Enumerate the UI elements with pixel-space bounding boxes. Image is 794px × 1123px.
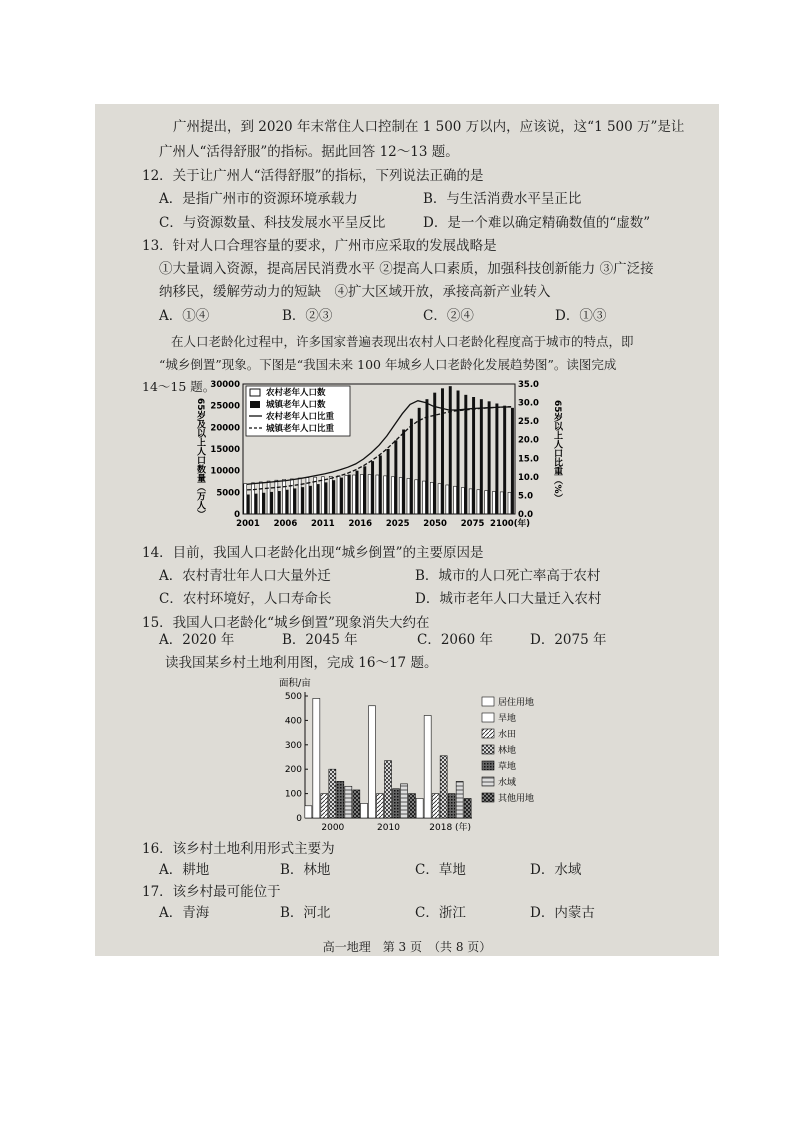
land-use-bar	[337, 781, 344, 818]
q15-option-b: B．2045 年	[282, 632, 358, 648]
chart1-xtick-label: 2075	[460, 519, 485, 529]
q14-option-a: A．农村青壮年人口大量外迁	[159, 568, 331, 584]
rural-count-bar	[430, 482, 433, 514]
q16-stem: 16．该乡村土地利用形式主要为	[142, 841, 335, 857]
rural-count-bar	[391, 477, 394, 514]
q17-option-d: D．内蒙古	[530, 905, 595, 921]
chart2-xtick-label: 2000	[321, 823, 345, 833]
chart1-ytick-right-label: 15.0	[518, 454, 539, 465]
land-use-chart	[277, 676, 577, 844]
q12-option-a: A．是指广州市的资源环境承载力	[159, 191, 358, 207]
urban-count-bar	[293, 488, 296, 514]
land-use-bar	[432, 794, 439, 818]
urban-count-bar	[301, 487, 304, 514]
chart1-xtick-label: 2006	[273, 519, 298, 529]
q15-option-a: A．2020 年	[159, 632, 235, 648]
q13-option-b: B．②③	[282, 308, 333, 324]
land-use-bar	[313, 698, 320, 818]
q13-line-2: ①大量调入资源，提高居民消费水平 ②提高人口素质，加强科技创新能力 ③广泛接	[159, 261, 654, 277]
urban-count-bar	[371, 461, 374, 514]
rural-count-bar	[267, 481, 270, 514]
legend-rural-count-swatch	[250, 389, 260, 396]
q13-option-a: A．①④	[159, 308, 210, 324]
intro2-line-2: “城乡倒置”现象。下图是“我国未来 100 年城乡人口老龄化发展趋势图”。读图完成	[159, 357, 617, 372]
chart1-xtick-label: 2016	[348, 519, 373, 529]
urban-count-bar	[503, 406, 506, 514]
rural-count-bar	[298, 478, 301, 514]
urban-count-bar	[480, 399, 483, 514]
urban-count-bar	[402, 430, 405, 515]
urban-count-bar	[356, 471, 359, 514]
rural-count-bar	[407, 478, 410, 514]
q16-option-b: B．林地	[280, 862, 331, 878]
chart1-ylabel-right: 65岁以上人口比重（%）	[552, 400, 562, 503]
rural-count-bar	[329, 476, 332, 514]
aging-trend-chart	[195, 378, 575, 538]
land-use-bar	[393, 789, 400, 818]
land-use-bar	[377, 794, 384, 818]
legend-swatch	[482, 745, 494, 754]
land-use-bar	[424, 716, 431, 818]
urban-count-bar	[464, 395, 467, 514]
chart1-ytick-right-label: 10.0	[518, 472, 539, 483]
land-use-bar	[321, 794, 328, 818]
chart1-ytick-right-label: 20.0	[518, 435, 539, 446]
q13-option-d: D．①③	[555, 308, 607, 324]
urban-count-bar	[410, 419, 413, 514]
chart1-xtick-label: 2050	[423, 519, 447, 529]
rural-count-bar	[438, 484, 441, 514]
chart1-legend-label: 农村老年人口比重	[266, 412, 335, 422]
q16-option-d: D．水域	[530, 862, 582, 878]
rural-count-bar	[314, 477, 317, 514]
rural-count-bar	[399, 478, 402, 514]
rural-count-bar	[423, 481, 426, 514]
chart2-legend-label: 水域	[498, 778, 517, 788]
land-use-bar	[345, 786, 352, 818]
rural-count-bar	[376, 475, 379, 514]
rural-count-bar	[368, 475, 371, 514]
chart1-legend-label: 城镇老年人口比重	[266, 424, 335, 434]
rural-count-bar	[485, 491, 488, 514]
urban-count-bar	[363, 466, 366, 514]
legend-swatch	[482, 729, 494, 738]
rural-count-bar	[492, 491, 495, 514]
intro-line-2: 广州人“活得舒服”的指标。据此回答 12～13 题。	[159, 144, 459, 160]
land-use-bar	[361, 803, 368, 818]
rural-count-bar	[384, 476, 387, 514]
chart2-ytick-label: 300	[284, 740, 302, 751]
rural-count-bar	[275, 480, 278, 514]
urban-count-bar	[449, 386, 452, 514]
chart1-ytick-label: 10000	[210, 466, 240, 477]
chart1-ytick-right-label: 0.0	[518, 510, 534, 520]
q14-stem: 14．目前，我国人口老龄化出现“城乡倒置”的主要原因是	[142, 545, 484, 561]
chart1-ytick-label: 30000	[210, 380, 240, 390]
chart1-ytick-label: 20000	[210, 423, 240, 434]
urban-count-bar	[340, 478, 343, 514]
land-use-bar	[305, 806, 312, 818]
urban-count-bar	[324, 482, 327, 514]
land-use-bar	[440, 756, 447, 818]
urban-count-bar	[332, 480, 335, 514]
intro2-line-1: 在人口老龄化过程中，许多国家普遍表现出农村人口老龄化程度高于城市的特点，即	[171, 334, 634, 349]
urban-count-bar	[387, 449, 390, 514]
chart1-ytick-right-label: 5.0	[518, 491, 534, 502]
q17-stem: 17．该乡村最可能位于	[142, 884, 281, 900]
chart1-ytick-right-label: 30.0	[518, 398, 539, 409]
chart2-legend-label: 旱地	[498, 714, 517, 724]
q17-option-c: C．浙江	[415, 905, 466, 921]
chart1-xtick-label: 2025	[385, 519, 410, 529]
rural-count-bar	[477, 490, 480, 514]
urban-count-bar	[418, 408, 421, 514]
rural-count-bar	[244, 484, 247, 514]
chart1-legend-label: 农村老年人口数	[266, 388, 326, 398]
legend-swatch	[482, 697, 494, 706]
chart2-ytick-label: 200	[284, 765, 302, 776]
q15-option-d: D．2075 年	[530, 632, 607, 648]
urban-count-bar	[270, 492, 273, 514]
intro3-line: 读我国某乡村土地利用图，完成 16～17 题。	[165, 655, 438, 671]
rural-count-bar	[321, 477, 324, 514]
rural-count-bar	[353, 475, 356, 514]
chart2-legend-label: 草地	[498, 762, 517, 772]
urban-count-bar	[441, 388, 444, 514]
land-use-bar	[401, 784, 408, 818]
land-use-bar	[416, 798, 423, 818]
rural-count-bar	[252, 483, 255, 514]
urban-count-bar	[511, 408, 514, 514]
q12-option-c: C．与资源数量、科技发展水平呈反比	[159, 215, 386, 231]
urban-count-bar	[394, 440, 397, 514]
chart1-xtick-label: 2001	[236, 519, 260, 529]
q14-option-b: B．城市的人口死亡率高于农村	[415, 568, 601, 584]
legend-swatch	[482, 777, 494, 786]
q13-line-3: 纳移民，缓解劳动力的短缺 ④扩大区域开放，承接高新产业转入	[159, 284, 551, 300]
exam-page	[95, 104, 719, 956]
q12-option-d: D．是一个难以确定精确数值的“虚数”	[423, 215, 651, 231]
chart1-ytick-label: 5000	[216, 488, 240, 499]
land-use-bar	[448, 794, 455, 818]
q16-option-a: A．耕地	[159, 862, 210, 878]
land-use-bar	[353, 790, 360, 818]
chart2-ylabel: 面积/亩	[279, 678, 311, 689]
q12-stem: 12．关于让广州人“活得舒服”的指标，下列说法正确的是	[142, 168, 484, 184]
chart2-legend-label: 居住用地	[498, 698, 535, 708]
rural-count-bar	[345, 475, 348, 514]
intro2-line-3: 14～15 题。	[142, 379, 216, 394]
urban-count-bar	[495, 404, 498, 515]
q13-stem: 13．针对人口合理容量的要求，广州市应采取的发展战略是	[142, 238, 497, 254]
land-use-bar	[464, 798, 471, 818]
land-use-bar	[385, 761, 392, 818]
chart2-ytick-label: 400	[284, 716, 302, 727]
urban-count-bar	[348, 475, 351, 514]
rural-count-bar	[508, 492, 511, 514]
chart2-legend-label: 林地	[498, 746, 517, 756]
chart1-ytick-right-label: 35.0	[518, 380, 539, 390]
rural-count-bar	[454, 486, 457, 514]
chart2-ytick-label: 0	[296, 814, 302, 824]
chart1-ytick-label: 15000	[210, 445, 240, 455]
chart1-xtick-label: 2011	[311, 519, 335, 529]
chart2-xtick-label: 2010	[377, 823, 400, 833]
chart1-ytick-label: 0	[234, 510, 240, 520]
page-footer: 高一地理 第 3 页 （共 8 页）	[322, 940, 492, 954]
chart2-legend-label: 其他用地	[498, 794, 535, 804]
urban-count-bar	[247, 495, 250, 515]
urban-count-bar	[472, 397, 475, 514]
rural-count-bar	[415, 480, 418, 514]
chart1-ytick-label: 25000	[210, 401, 240, 412]
rural-count-bar	[461, 488, 464, 514]
urban-count-bar	[433, 393, 436, 514]
urban-count-bar	[286, 490, 289, 514]
q15-option-c: C．2060 年	[417, 632, 493, 648]
rural-count-bar	[360, 475, 363, 514]
chart1-xtick-label: 2100(年)	[490, 519, 530, 529]
chart2-legend-label: 水田	[498, 730, 517, 740]
land-use-bar	[369, 706, 376, 818]
q14-option-c: C．农村环境好，人口寿命长	[159, 591, 332, 607]
land-use-bar	[409, 794, 416, 818]
legend-swatch	[482, 761, 494, 770]
legend-swatch	[482, 713, 494, 722]
chart2-ytick-label: 100	[284, 789, 302, 800]
rural-count-bar	[259, 482, 262, 514]
urban-count-bar	[255, 494, 258, 514]
rural-count-bar	[290, 479, 293, 514]
land-use-bar	[329, 769, 336, 818]
urban-count-bar	[379, 456, 382, 515]
rural-count-bar	[283, 479, 286, 514]
q17-option-b: B．河北	[280, 905, 331, 921]
rural-count-bar	[500, 492, 503, 514]
rural-count-bar	[337, 476, 340, 514]
q12-option-b: B．与生活消费水平呈正比	[423, 191, 582, 207]
chart1-legend-label: 城镇老年人口数	[266, 400, 326, 410]
rural-count-bar	[469, 489, 472, 514]
q17-option-a: A．青海	[159, 905, 210, 921]
chart1-ylabel: 65岁及以上人口数量（万人）	[195, 398, 205, 519]
rural-count-bar	[446, 485, 449, 514]
urban-count-bar	[317, 484, 320, 514]
q14-option-d: D．城市老年人口大量迁入农村	[415, 591, 602, 607]
chart2-xtick-label: 2018 (年)	[429, 823, 472, 833]
urban-count-bar	[278, 491, 281, 514]
legend-urban-count-swatch	[250, 401, 260, 408]
chart2-ytick-label: 500	[284, 692, 302, 702]
urban-count-bar	[488, 401, 491, 514]
q13-option-c: C．②④	[423, 308, 474, 324]
legend-swatch	[482, 793, 494, 802]
q15-stem: 15．我国人口老龄化“城乡倒置”现象消失大约在	[142, 615, 430, 631]
chart1-ytick-right-label: 25.0	[518, 417, 539, 428]
urban-count-bar	[309, 486, 312, 514]
q16-option-c: C．草地	[415, 862, 466, 878]
land-use-bar	[456, 781, 463, 818]
urban-count-bar	[457, 391, 460, 515]
urban-count-bar	[262, 493, 265, 514]
intro-line-1: 广州提出，到 2020 年末常住人口控制在 1 500 万以内，应该说，这“1 500 万”是让	[173, 119, 685, 135]
